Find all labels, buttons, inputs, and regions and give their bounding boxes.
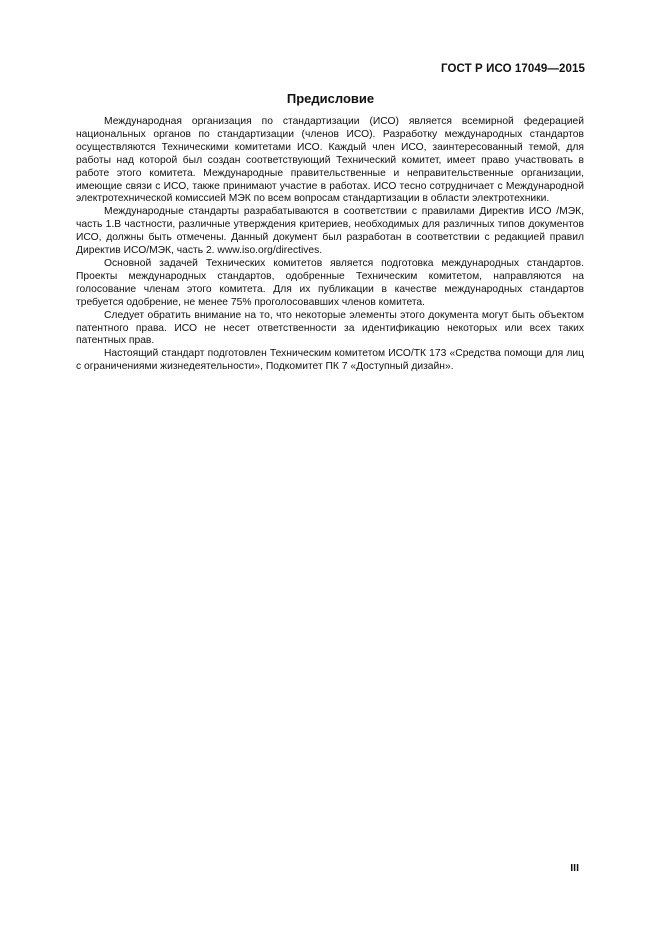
document-code: ГОСТ Р ИСО 17049—2015: [440, 63, 585, 75]
foreword-body: [76, 116, 584, 374]
paragraph-prepared-by: Настоящий стандарт подготовлен Техническим комитетом ИСО/ТК 173 «Средства помощи для лиц с ограничениями жизнедеятельности», Подкомитет ПК 7 «Доступный дизайн».: [76, 348, 584, 373]
paragraph-directives: Международные стандарты разрабатываются в соответствии с правилами Директив ИСО /МЭК, часть 1.В частности, различные утверждения критериев, необходимых для различных типов документов ИСО, должны быть отмечены. Данный документ был разработан в соответствии с редакцией правил Директив ИСО/МЭК, часть 2. www.iso.org/directives.: [76, 206, 584, 257]
paragraph-main-task: Основной задачей Технических комитетов является подготовка международных стандартов. Проекты международных стандартов, одобренные Техническим комитетом, направляются на голосование членам этого комитета. Для их публикации в качестве международных стандартов требуется одобрение, не менее 75% проголосовавших членов комитета.: [76, 257, 584, 308]
page-title: Предисловие: [286, 91, 375, 106]
paragraph-iso-organization: Международная организация по стандартизации (ИСО) является всемирной федерацией национальных органов по стандартизации (членов ИСО). Разработку международных стандартов осуществляются Техническими комитетами ИСО. Каждый член ИСО, заинтересованный темой, для работы над которой был создан соответствующий Технический комитет, имеет право участвовать в работе этого комитета. Международные правительственные и неправительственные организации, имеющие связи с ИСО, также принимают участие в работах. ИСО тесно сотрудничает с Международной электротехнической комиссией МЭК по всем вопросам стандартизации в области электротехники.: [76, 116, 584, 205]
paragraph-patent-rights: Следует обратить внимание на то, что некоторые элементы этого документа могут быть объектом патентного права. ИСО не несет ответственности за идентификацию некоторых или всех таких патентных прав.: [76, 309, 584, 347]
page-number: III: [570, 862, 579, 874]
